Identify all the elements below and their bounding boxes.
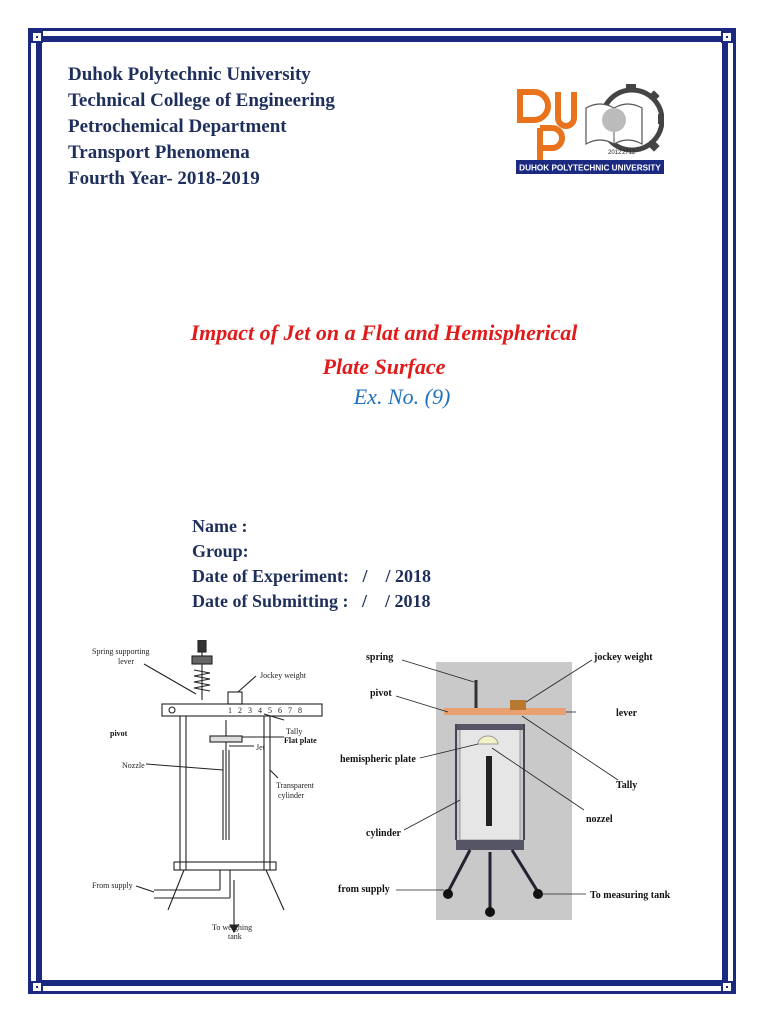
scale-number: 4 [258, 706, 262, 715]
border-corner-ornament [721, 981, 733, 993]
exercise-number: Ex. No. (9) [353, 384, 451, 409]
label-tank: tank [228, 932, 242, 940]
apparatus-schematic [88, 640, 338, 940]
label-pivot-photo: pivot [370, 688, 392, 699]
academic-year: Fourth Year- 2018-2019 [68, 168, 260, 189]
label-transparent: Transparent [276, 781, 314, 790]
scale-number: 8 [298, 706, 302, 715]
label-cylinder: cylinder [278, 791, 305, 800]
university-name: Duhok Polytechnic University [68, 64, 311, 85]
report-title-line2: Plate Surface [322, 354, 446, 379]
label-flat-plate: Flat plate [284, 736, 317, 745]
label-tally-photo: Tally [616, 780, 638, 791]
apparatus-photo [336, 640, 692, 920]
report-title-line1: Impact of Jet on a Flat and Hemispherical [190, 320, 578, 345]
label-nozzel: nozzel [586, 814, 613, 825]
label-jet: Jet [256, 743, 265, 752]
label-lever: lever [118, 657, 134, 666]
scale-number: 2 [238, 706, 242, 715]
logo-year-right: 2712 [622, 150, 636, 156]
group-field-label: Group: [192, 541, 249, 561]
institution-header [68, 62, 335, 192]
scale-number: 3 [248, 706, 252, 715]
label-pivot: pivot [110, 729, 128, 738]
scale-number: 1 [228, 706, 232, 715]
logo-banner-text: DUHOK POLYTECHNIC UNIVERSITY [519, 163, 661, 173]
university-logo [514, 78, 664, 178]
label-tally: Tally [286, 727, 303, 736]
label-nozzle: Nozzle [122, 761, 145, 770]
label-spring: spring [366, 652, 394, 663]
student-info [192, 514, 431, 614]
label-from-supply-photo: from supply [338, 884, 390, 895]
scale-number: 6 [278, 706, 282, 715]
submitting-date-label: Date of Submitting : / / 2018 [192, 591, 431, 611]
label-jockey-weight: Jockey weight [260, 671, 306, 680]
border-corner-ornament [31, 981, 43, 993]
label-to-measuring-tank: To measuring tank [590, 890, 671, 901]
label-hemispheric-plate: hemispheric plate [340, 754, 416, 765]
lever-scale-numbers [228, 706, 302, 715]
label-spring-supporting: Spring supporting [92, 647, 150, 656]
label-from-supply: From supply [92, 881, 133, 890]
course-name: Transport Phenomena [68, 142, 250, 163]
scale-number: 7 [288, 706, 292, 715]
label-lever-photo: lever [616, 708, 638, 719]
scale-number: 5 [268, 706, 272, 715]
label-to-weighing: To weighing [212, 923, 253, 932]
name-field-label: Name : [192, 516, 248, 536]
college-name: Technical College of Engineering [68, 90, 335, 111]
border-corner-ornament [721, 31, 733, 43]
logo-year-left: 2012 [608, 150, 622, 156]
department-name: Petrochemical Department [68, 116, 287, 137]
experiment-date-label: Date of Experiment: / / 2018 [192, 566, 431, 586]
border-corner-ornament [31, 31, 43, 43]
label-cylinder-photo: cylinder [366, 828, 401, 839]
label-jockey-weight-photo: jockey weight [594, 652, 653, 663]
